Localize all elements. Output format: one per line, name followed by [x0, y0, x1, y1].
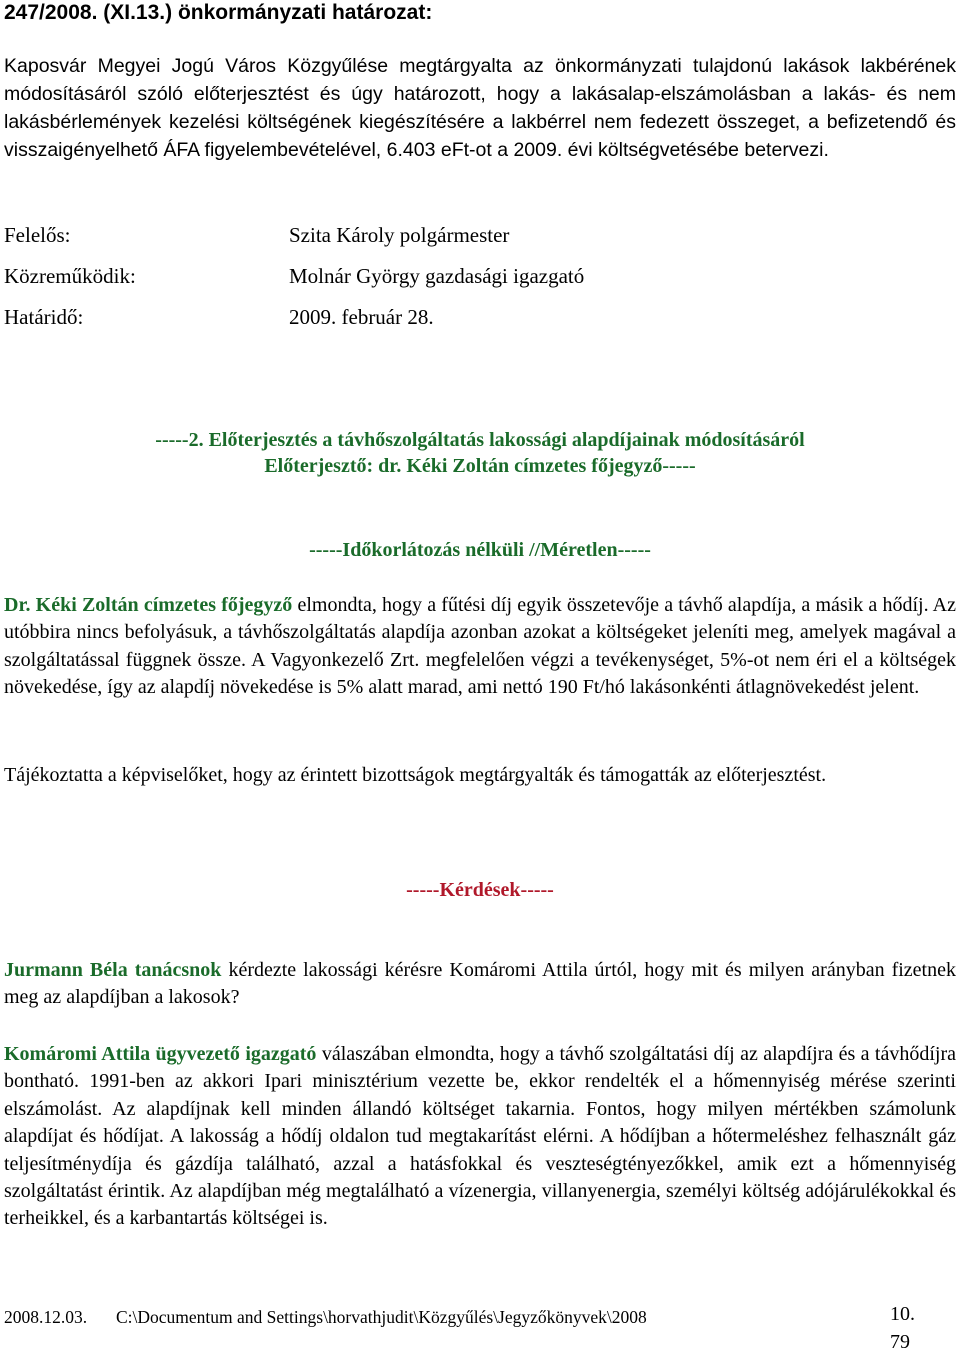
deadline-value: 2009. február 28.: [289, 305, 434, 329]
footer-page-number-line1: 10.: [890, 1303, 915, 1325]
speaker3-text: válaszában elmondta, hogy a távhő szolgáltatási díj az alapdíjra és a távhődíjra bontható. 1991-ben az akkori Ipari minisztérium vezette be, ekkor rendelték el a hőmennyiség mérése szerinti elszámolást. Az alapdíjnak kell minden állandó költséget takarnia. Fontos, hogy milyen mértékben számolunk alapdíjat és hődíjat. A lakosság a hődíj oldalon tud megtakarítást elérni. A hődíjban a hőtermeléshez felhasznált gáz teljesítménydíja és gázdíja található, azzal a hatásfokkal és veszteségtényezőkkel, amik ezt a hőmennyiség szolgáltatást érintik. Az alapdíjban még megtalálható a vízenergia, villanyenergia, személyi költség adójárulékokkal és terheikkel, és a karbantartás költségei is.: [4, 1043, 957, 1230]
footer-date: 2008.12.03.: [4, 1307, 88, 1327]
responsible-value: Szita Károly polgármester: [289, 223, 510, 247]
questions-heading: -----Kérdések-----: [406, 879, 554, 901]
resolution-heading: 247/2008. (XI.13.) önkormányzati határozat:: [4, 1, 433, 24]
footer-path: C:\Documentum and Settings\horvathjudit\Közgyűlés\Jegyzőkönyvek\2008: [116, 1307, 647, 1327]
speaker1-text: elmondta, hogy a fűtési díj egyik összetevője a távhő alapdíja, a másik a hődíj. Az utóbbira nincs befolyásuk, a távhőszolgáltatás alapdíja azonban azokat a költségeket jeleníti meg, amelyek magával a szolgáltatással függnek össze. A Vagyonkezelő Zrt. megfelelően végzi a tevékenységet, 5%-ot nem éri el a költségek növekedése, így az alapdíj növekedése is 5% alatt marad, ami nettó 190 Ft/hó lakásonkénti átlagnövekedést jelent.: [4, 594, 956, 699]
speaker3-name: Komáromi Attila ügyvezető igazgató: [4, 1043, 317, 1065]
speaker2-paragraph: [4, 957, 956, 1012]
agenda-title-line2: Előterjesztő: dr. Kéki Zoltán címzetes főjegyző-----: [264, 455, 696, 477]
cooperating-value: Molnár György gazdasági igazgató: [289, 264, 585, 288]
speaker3-paragraph: [4, 1041, 956, 1233]
speaker1-paragraph: [4, 592, 956, 702]
agenda-title-line1: -----2. Előterjesztés a távhőszolgáltatás lakossági alapdíjainak módosításáról: [155, 429, 805, 451]
time-note: -----Időkorlátozás nélküli //Méretlen-----: [309, 539, 651, 561]
speaker1-paragraph2: Tájékoztatta a képviselőket, hogy az érintett bizottságok megtárgyalták és támogatták az előterjesztést.: [4, 764, 827, 786]
speaker2-text: kérdezte lakossági kérésre Komáromi Attila úrtól, hogy mit és milyen arányban fizetnek meg az alapdíjban a lakosok?: [4, 959, 956, 1009]
speaker2-name: Jurmann Béla tanácsnok: [4, 959, 222, 981]
footer-page-number-line2: 79: [890, 1331, 910, 1353]
cooperating-label: Közreműködik:: [4, 264, 136, 288]
deadline-label: Határidő:: [4, 305, 84, 329]
resolution-text: Kaposvár Megyei Jogú Város Közgyűlése megtárgyalta az önkormányzati tulajdonú lakások lakbérének módosításáról szóló előterjesztést és úgy határozott, hogy a lakásalap-elszámolásban a lakás- és nem lakásbérlemények kezelési költségének kiegészítésére a lakbérrel nem fedezett összeget, a befizetendő és visszaigényelhető ÁFA figyelembevételével, 6.403 eFt-ot a 2009. évi költségvetésébe betervezi.: [4, 55, 956, 161]
speaker1-name: Dr. Kéki Zoltán címzetes főjegyző: [4, 594, 293, 616]
responsible-label: Felelős:: [4, 223, 71, 247]
